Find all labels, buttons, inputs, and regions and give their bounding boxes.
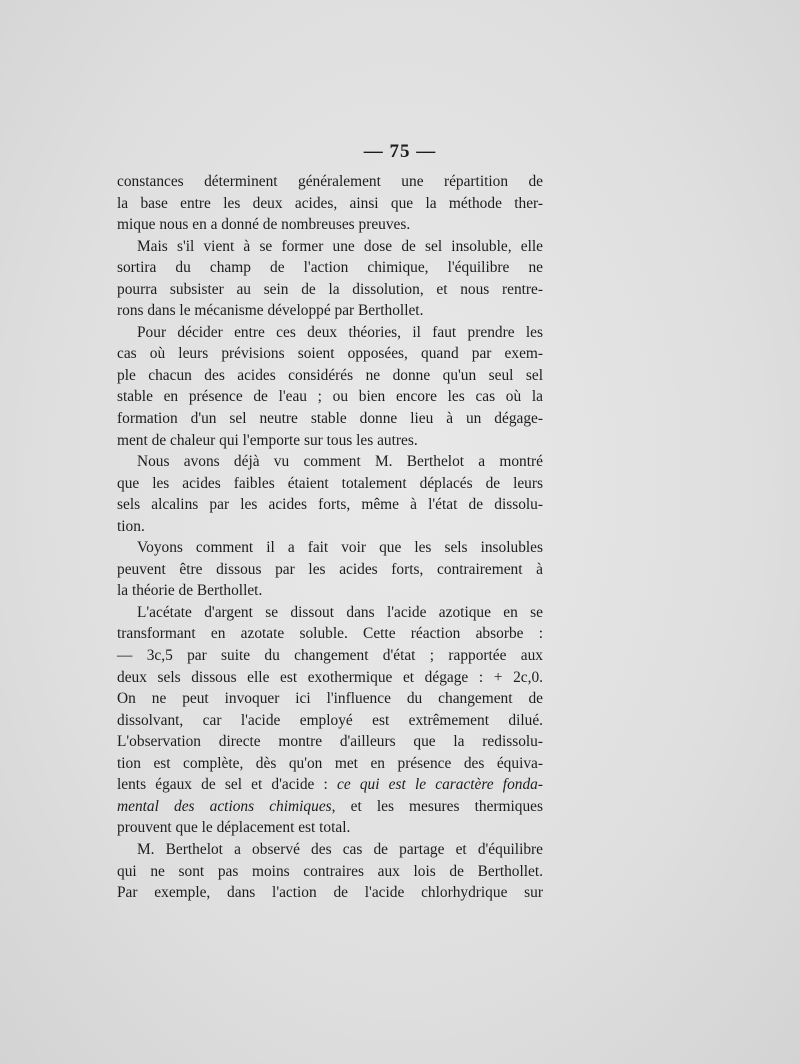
text-line [117, 602, 543, 624]
text-run: deux sels dissous elle est exothermique et dégage : + 2c,0. [117, 668, 543, 686]
text-line [117, 731, 543, 753]
text-run: Pour décider entre ces deux théories, il faut prendre les [137, 323, 543, 341]
text-run: — 3c,5 par suite du changement d'état ; rapportée aux [117, 647, 543, 665]
text-line [117, 279, 543, 301]
text-run: pourra subsister au sein de la dissolution, et nous rentre- [117, 280, 543, 298]
italic-text: ce qui est le caractère fonda- [337, 776, 543, 794]
text-line [117, 386, 543, 408]
text-line [117, 623, 543, 645]
text-run: sortira du champ de l'action chimique, l'équilibre ne [117, 259, 543, 277]
text-run: tion est complète, dès qu'on met en présence des équiva- [117, 754, 543, 772]
text-run: cas où leurs prévisions soient opposées, quand par exem- [117, 345, 543, 363]
text-run: tion. [117, 517, 145, 535]
page-number: — 75 — [363, 141, 437, 162]
text-line [117, 451, 543, 473]
text-line [117, 688, 543, 710]
text-line [117, 774, 543, 796]
text-run: formation d'un sel neutre stable donne lieu à un dégage- [117, 410, 543, 428]
text-run: rons dans le mécanisme développé par Berthollet. [117, 302, 424, 320]
text-line [117, 214, 543, 236]
text-line [117, 667, 543, 689]
text-line [117, 494, 543, 516]
text-run: qui ne sont pas moins contraires aux lois de Berthollet. [117, 862, 543, 880]
text-line [117, 839, 543, 861]
text-line [117, 322, 543, 344]
text-run: Voyons comment il a fait voir que les sels insolubles [137, 539, 543, 557]
text-line [117, 473, 543, 495]
text-run: L'observation directe montre d'ailleurs que la redissolu- [117, 733, 543, 751]
text-line [117, 516, 543, 538]
text-run: On ne peut invoquer ici l'influence du changement de [117, 690, 543, 708]
text-run: sels alcalins par les acides forts, même à l'état de dissolu- [117, 496, 543, 514]
text-line [117, 817, 543, 839]
text-run: ple chacun des acides considérés ne donne qu'un seul sel [117, 366, 543, 384]
text-line [117, 537, 543, 559]
text-run: stable en présence de l'eau ; ou bien encore les cas où la [117, 388, 543, 406]
text-run: Mais s'il vient à se former une dose de sel insoluble, elle [137, 237, 543, 255]
text-line [117, 882, 543, 904]
body-text [117, 171, 543, 904]
text-line [117, 645, 543, 667]
text-line [117, 257, 543, 279]
text-run: Nous avons déjà vu comment M. Berthelot a montré [137, 453, 543, 471]
text-line [117, 236, 543, 258]
text-run: L'acétate d'argent se dissout dans l'acide azotique en se [137, 603, 543, 621]
text-line [117, 580, 543, 602]
text-line [117, 408, 543, 430]
text-line [117, 559, 543, 581]
text-line [117, 343, 543, 365]
text-run: dissolvant, car l'acide employé est extrêmement dilué. [117, 711, 543, 729]
text-run: lents égaux de sel et d'acide : [117, 776, 337, 794]
text-run: la base entre les deux acides, ainsi que la méthode ther- [117, 194, 543, 212]
text-run: , et les mesures thermiques [331, 797, 543, 815]
text-line [117, 430, 543, 452]
text-run: ment de chaleur qui l'emporte sur tous les autres. [117, 431, 418, 449]
text-run: M. Berthelot a observé des cas de partage et d'équilibre [137, 840, 543, 858]
text-run: constances déterminent généralement une répartition de [117, 173, 543, 190]
text-line [117, 365, 543, 387]
text-line [117, 753, 543, 775]
text-line [117, 796, 543, 818]
text-run: peuvent être dissous par les acides forts, contrairement à [117, 560, 543, 578]
text-line [117, 861, 543, 883]
text-run: que les acides faibles étaient totalement déplacés de leurs [117, 474, 543, 492]
text-run: Par exemple, dans l'action de l'acide chlorhydrique sur [117, 884, 543, 902]
text-line [117, 171, 543, 193]
text-line [117, 710, 543, 732]
text-run: la théorie de Berthollet. [117, 582, 263, 600]
text-line [117, 300, 543, 322]
italic-text: mental des actions chimiques [117, 797, 332, 815]
text-run: prouvent que le déplacement est total. [117, 819, 351, 837]
text-run: transformant en azotate soluble. Cette réaction absorbe : [117, 625, 543, 643]
text-run: mique nous en a donné de nombreuses preuves. [117, 216, 411, 234]
text-line [117, 193, 543, 215]
